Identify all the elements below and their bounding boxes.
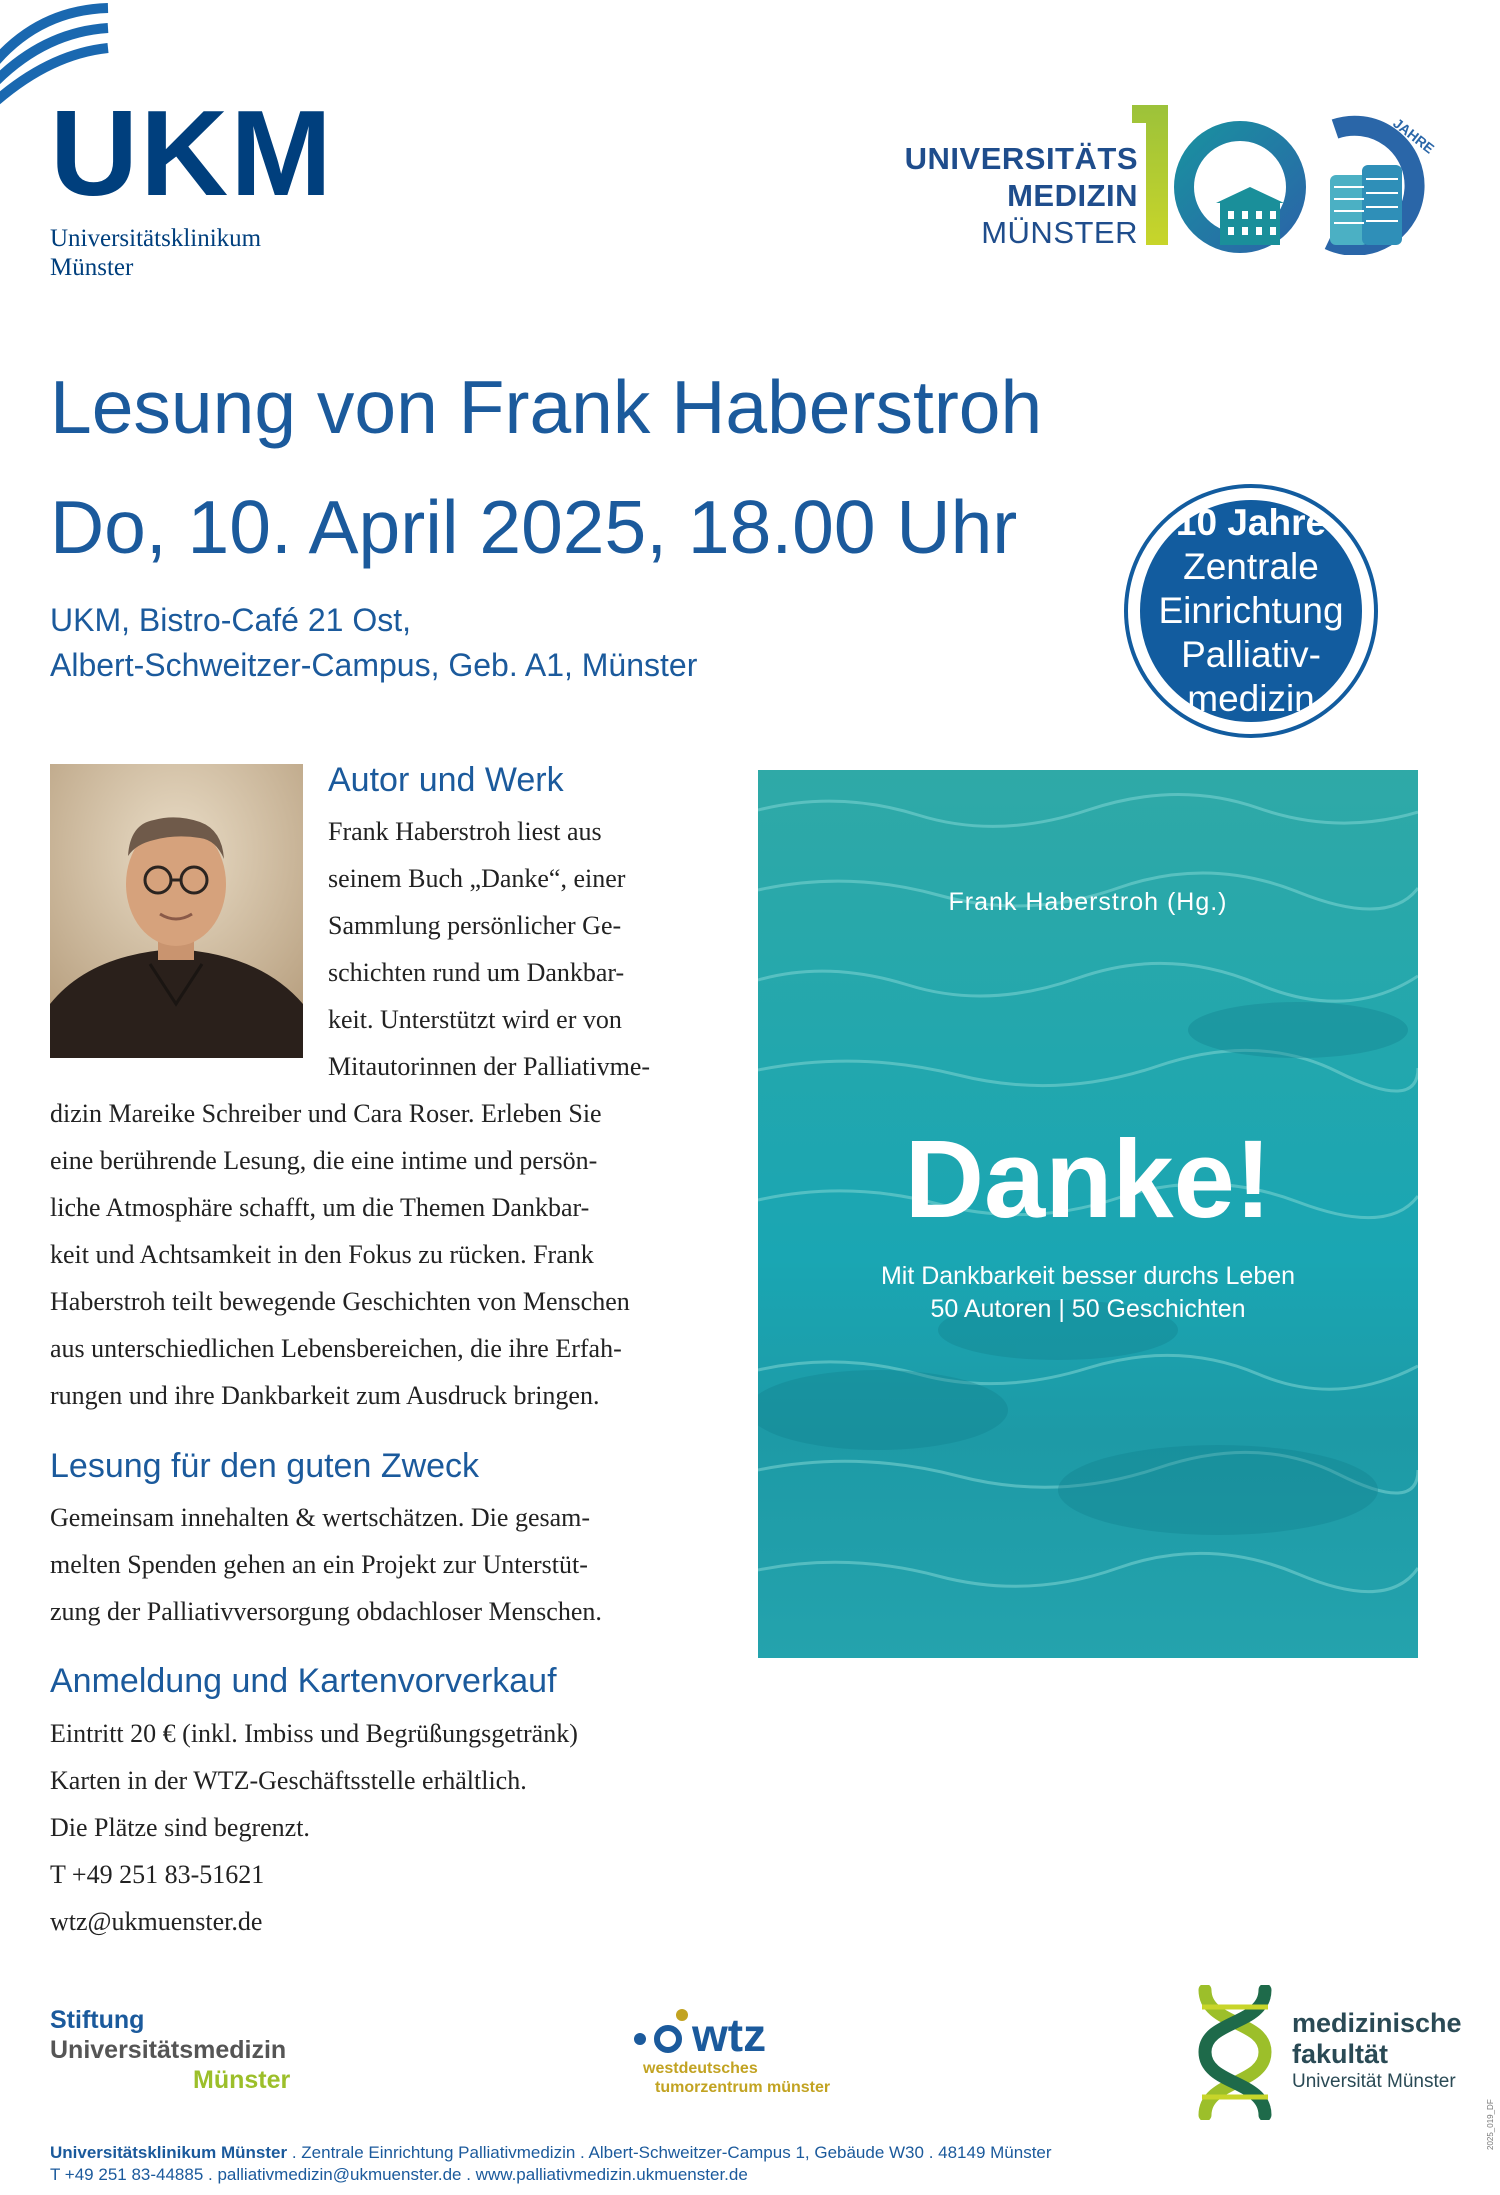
zweck-text: Gemeinsam innehalten & wertschätzen. Die gesam- melten Spenden gehen an ein Projekt zur Unterstüt- zung der Palliativversorgung obdachloser Menschen. bbox=[50, 1503, 602, 1626]
wtz-wordmark: wtz bbox=[692, 2009, 767, 2059]
hundred-years-logo-icon bbox=[1130, 95, 1470, 255]
ticket-info: Karten in der WTZ-Geschäftsstelle erhältlich. bbox=[50, 1766, 527, 1795]
section-heading-autor: Autor und Werk bbox=[328, 761, 564, 799]
author-photo bbox=[50, 764, 303, 1058]
email-link[interactable]: wtz@ukmuenster.de bbox=[50, 1907, 263, 1936]
entry-price: Eintritt 20 € (inkl. Imbiss und Begrüßungsgetränk) bbox=[50, 1719, 578, 1748]
footer-address: Universitätsklinikum Münster . Zentrale Einrichtung Palliativmedizin . Albert-Schweitzer-Campus 1, Gebäude W30 . 48149 Münster T +49 251 83-44885 . palliativmedizin@ukmuenster.de . www.palliativmedizin.ukmuenster.de bbox=[50, 2143, 1052, 2184]
book-title: Danke! bbox=[904, 1118, 1272, 1241]
autor-text-full: dizin Mareike Schreiber und Cara Roser. Erleben Sie eine berührende Lesung, die eine intime und persön- liche Atmosphäre schafft, um die Themen Dankbar- keit und Achtsamkeit in den Fokus zu rücken. Frank Haberstroh teilt bewegende Geschichten von Menschen aus unterschiedlichen Lebensbereichen, die ihre Erfah- rungen und ihre Dankbarkeit zum Ausdruck bringen. bbox=[50, 1099, 630, 1410]
universitaetsmedizin-logo-text: UNIVERSITÄTS MEDIZIN MÜNSTER bbox=[904, 141, 1138, 250]
event-title: Lesung von Frank Haberstroh bbox=[50, 365, 1043, 449]
stiftung-logo: Stiftung Universitätsmedizin Münster bbox=[50, 2006, 291, 2094]
book-author: Frank Haberstroh (Hg.) bbox=[948, 888, 1228, 916]
book-subtitle: Mit Dankbarkeit besser durchs Leben 50 Autoren | 50 Geschichten bbox=[880, 1262, 1296, 1323]
book-cover bbox=[758, 770, 1418, 1658]
medizinische-fakultaet-helix-icon bbox=[1190, 1985, 1280, 2120]
anniversary-badge: 10 Jahre Zentrale Einrichtung Palliativ- medizin bbox=[1128, 488, 1374, 734]
phone-number: T +49 251 83-51621 bbox=[50, 1860, 265, 1889]
footer-contact[interactable]: T +49 251 83-44885 . palliativmedizin@ukmuenster.de . www.palliativmedizin.ukmuenster.de bbox=[50, 2165, 748, 2184]
medizinische-fakultaet-text: medizinische fakultät Universität Münster bbox=[1292, 2008, 1462, 2092]
wtz-logo-icon bbox=[628, 2003, 808, 2059]
limited-seats: Die Plätze sind begrenzt. bbox=[50, 1813, 310, 1842]
ukm-logo-wordmark: UKM bbox=[50, 85, 334, 221]
anmeldung-list bbox=[50, 1710, 578, 1945]
ukm-logo-subtitle: Universitätsklinikum Münster bbox=[50, 225, 262, 281]
print-code: 2025_019_DF bbox=[1486, 2099, 1495, 2150]
event-date: Do, 10. April 2025, 18.00 Uhr bbox=[50, 485, 1018, 569]
event-venue: UKM, Bistro-Café 21 Ost, Albert-Schweitzer-Campus, Geb. A1, Münster bbox=[50, 602, 698, 683]
autor-text-narrow: Frank Haberstroh liest aus seinem Buch „Danke“, einer Sammlung persönlicher Ge- schichten rund um Dankbar- keit. Unterstützt wird er von Mitautorinnen der Palliativme- bbox=[328, 817, 651, 1081]
wtz-subtitle: westdeutsches tumorzentrum münster bbox=[643, 2060, 831, 2096]
section-heading-zweck: Lesung für den guten Zweck bbox=[50, 1447, 480, 1485]
jahre-label: JAHRE bbox=[1390, 114, 1438, 157]
section-heading-anmeldung: Anmeldung und Kartenvorverkauf bbox=[50, 1662, 557, 1700]
